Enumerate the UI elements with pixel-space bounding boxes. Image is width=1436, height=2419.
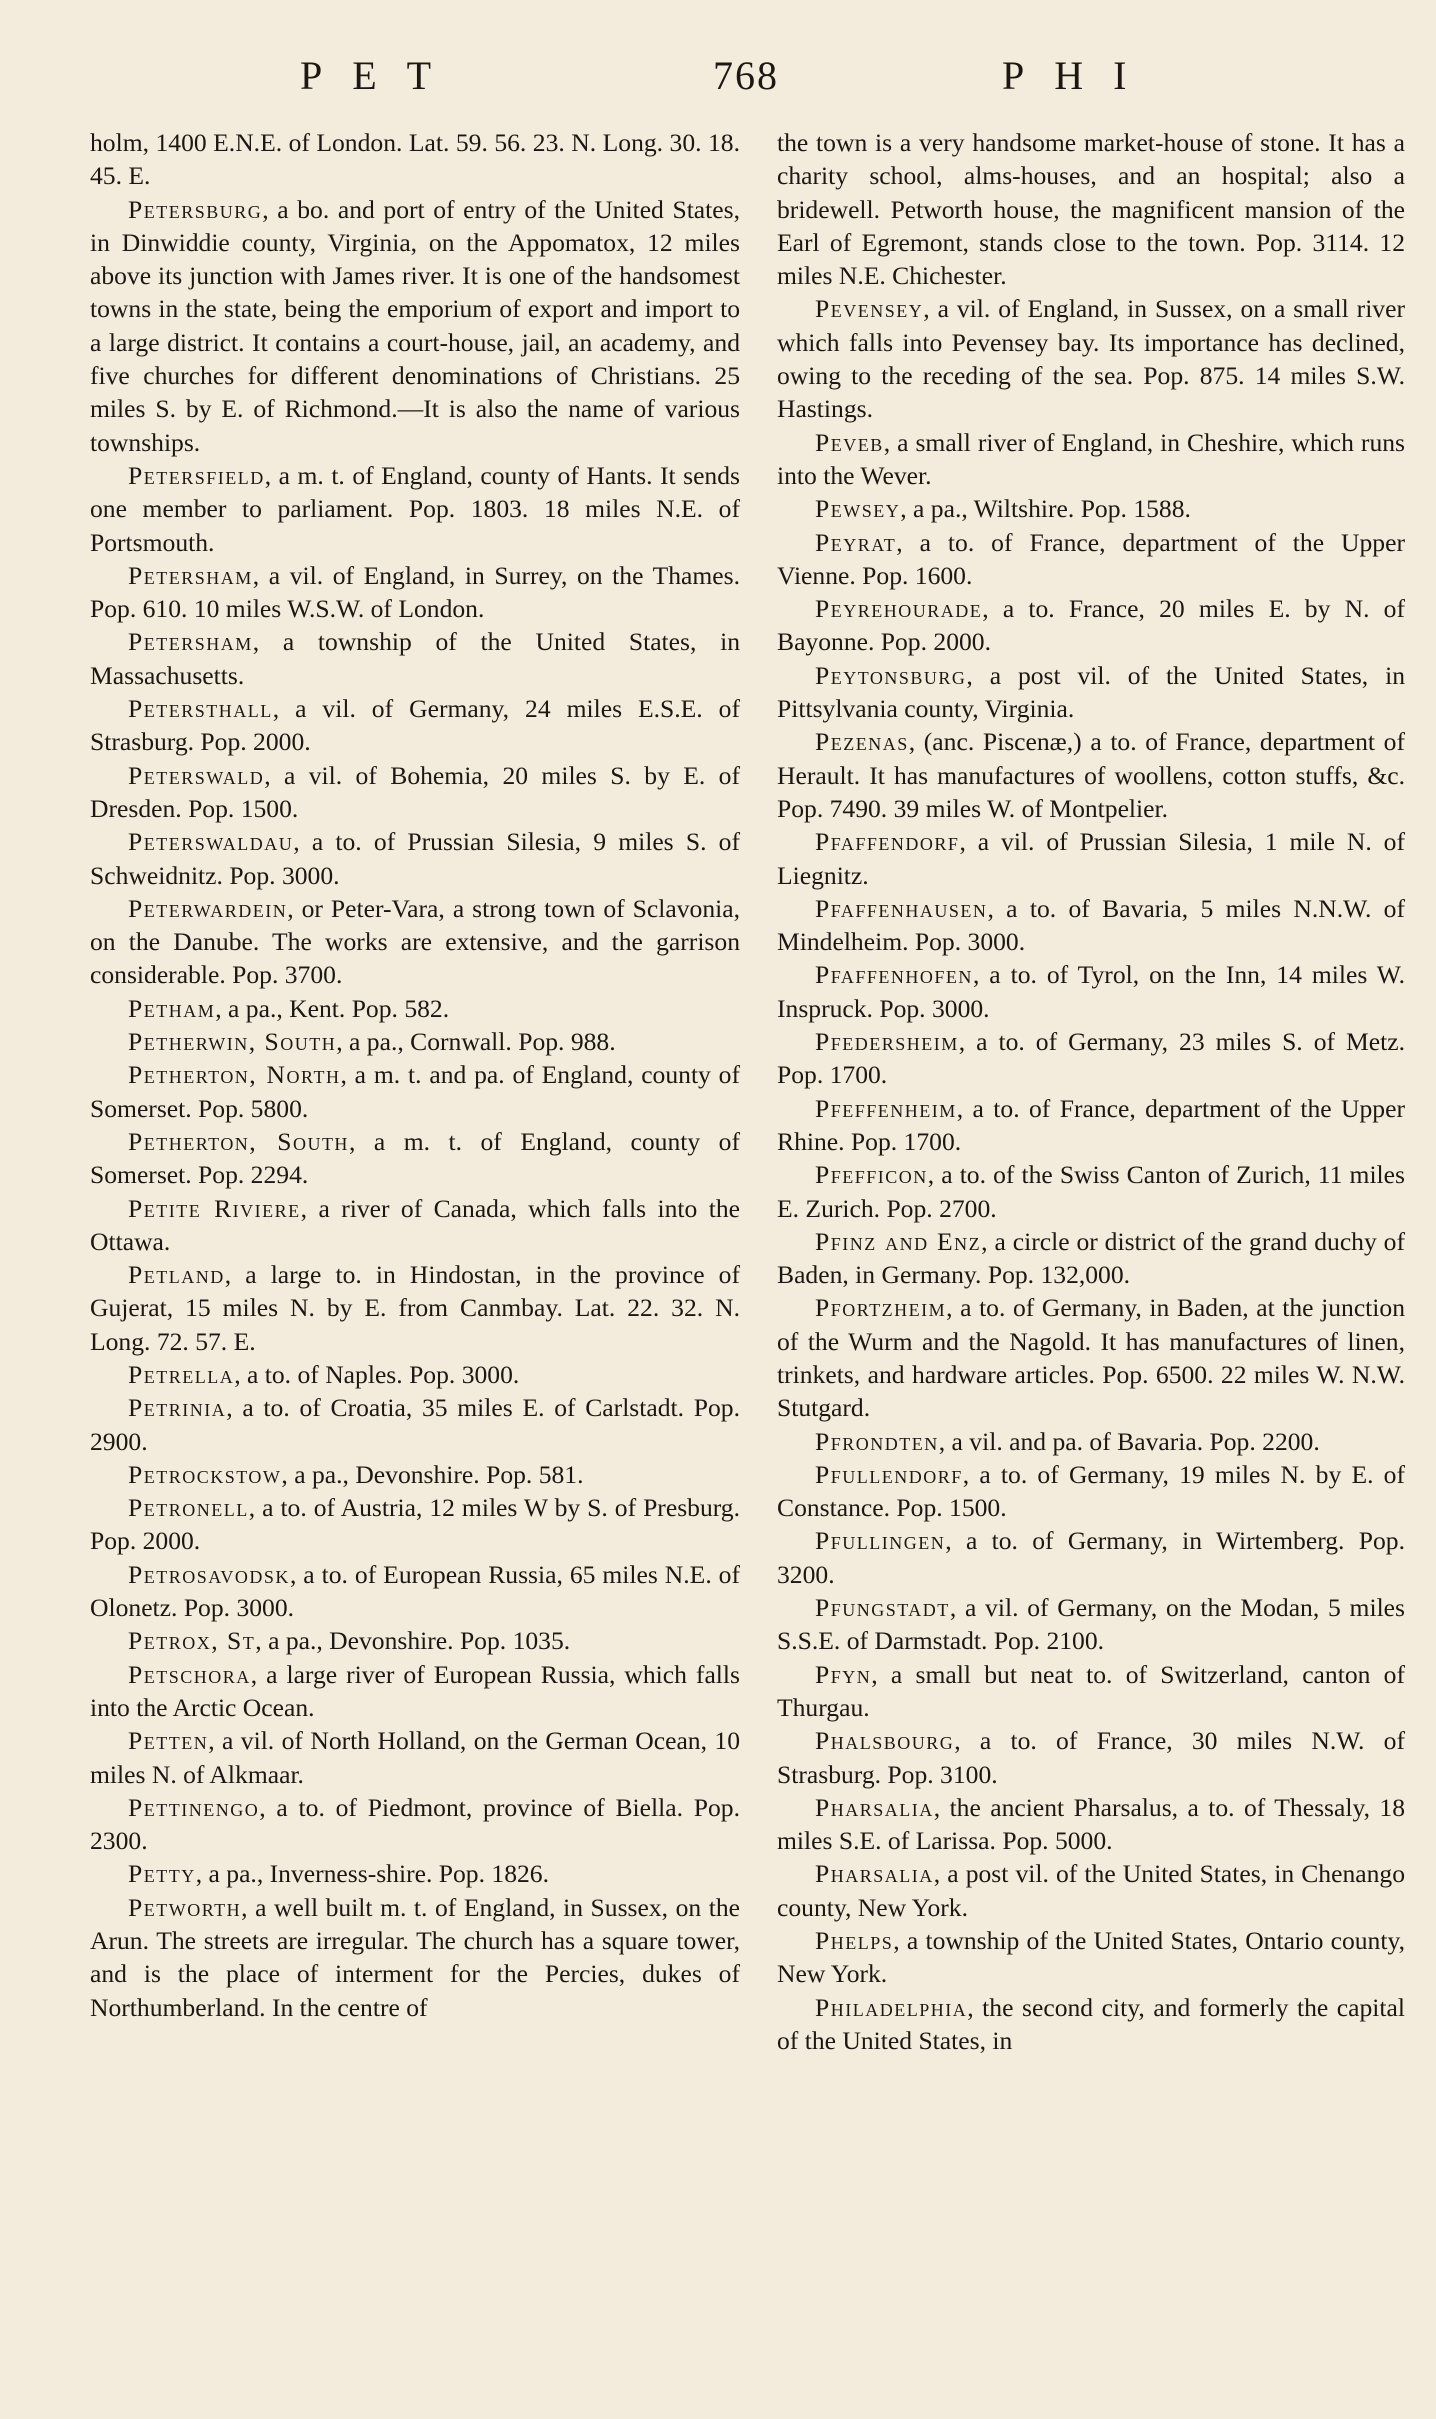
entry-text: , a to. of Germany, in Wirtemberg. Pop. 3200.: [777, 1526, 1405, 1589]
gazetteer-entry: [90, 559, 740, 626]
entry-text: , a township of the United States, in Massachusetts.: [90, 627, 740, 690]
entry-headword: Pewsey: [815, 494, 901, 524]
entry-text: , a to. of Croatia, 35 miles E. of Carlstadt. Pop. 2900.: [90, 1393, 740, 1456]
gazetteer-entry: [90, 1658, 740, 1725]
gazetteer-entry: [777, 1458, 1405, 1525]
entry-text: , a to. of Tyrol, on the Inn, 14 miles W. Inspruck. Pop. 3000.: [777, 960, 1405, 1023]
entry-text: , a m. t. of England, county of Somerset. Pop. 2294.: [90, 1126, 740, 1190]
entry-text: , a large river of European Russia, which falls into the Arctic Ocean.: [90, 1659, 740, 1722]
entry-text: , a vil. of North Holland, on the German Ocean, 10 miles N. of Alkmaar.: [90, 1726, 740, 1789]
entry-headword: Petherton, North: [128, 1060, 341, 1090]
entry-headword: Petersfield: [128, 460, 265, 490]
gazetteer-entry: [777, 1025, 1405, 1092]
entry-headword: Phelps: [815, 1926, 894, 1956]
entry-headword: Petworth: [128, 1892, 242, 1922]
entry-text: , a to. of the Swiss Canton of Zurich, 11 miles E. Zurich. Pop. 2700.: [777, 1160, 1405, 1223]
entry-text: , a to. of Germany, 23 miles S. of Metz. Pop. 1700.: [777, 1027, 1405, 1090]
gazetteer-entry: [777, 1524, 1405, 1591]
entry-headword: Peyrehourade: [815, 594, 983, 624]
entry-text: , a bo. and port of entry of the United States, in Dinwiddie county, Virginia, on the Appomatox, 12 miles above its junction with James river. It is one of the handsomest towns in the state, being the emporium of export and import to a large district. It contains a court-house, jail, an academy, and five churches for different denominations of Christians. 25 miles S. by E. of Richmond.—It is also the name of various townships.: [90, 194, 740, 457]
entry-headword: Petersthall: [128, 694, 273, 724]
gazetteer-entry: [777, 492, 1405, 525]
entry-headword: Peveb: [815, 427, 884, 457]
entry-text: , a pa., Cornwall. Pop. 988.: [336, 1027, 616, 1057]
gazetteer-entry: [90, 1724, 740, 1791]
entry-text: , a well built m. t. of England, in Sussex, on the Arun. The streets are irregular. The church has a square tower, and is the place of interment for the Percies, dukes of Northumberland. In the centre of: [90, 1892, 740, 2022]
entry-headword: Pfrondten: [815, 1426, 939, 1456]
gazetteer-entry: [777, 426, 1405, 493]
entry-headword: Pfullingen: [815, 1526, 946, 1556]
gazetteer-entry: [90, 692, 740, 759]
gazetteer-entry: [90, 1058, 740, 1125]
entry-text: , a large to. in Hindostan, in the province of Gujerat, 15 miles N. by E. from Canmbay. Lat. 22. 32. N. Long. 72. 57. E.: [90, 1260, 740, 1356]
gazetteer-entry: [777, 592, 1405, 659]
entry-text: , a vil. of Germany, on the Modan, 5 miles S.S.E. of Darmstadt. Pop. 2100.: [777, 1593, 1405, 1656]
entry-text: , a pa., Inverness-shire. Pop. 1826.: [195, 1859, 549, 1889]
entry-headword: Philadelphia: [815, 1992, 968, 2022]
entry-text: , a pa., Wiltshire. Pop. 1588.: [900, 494, 1191, 524]
entry-text: , a vil. of England, in Surrey, on the Thames. Pop. 610. 10 miles W.S.W. of London.: [90, 560, 740, 624]
entry-text: , a to. of France, department of the Upper Vienne. Pop. 1600.: [777, 527, 1405, 590]
entry-text: , a small but neat to. of Switzerland, canton of Thurgau.: [777, 1659, 1405, 1722]
gazetteer-entry: [90, 459, 740, 559]
entry-headword: Pettinengo: [128, 1792, 260, 1822]
gazetteer-entry: [90, 1458, 740, 1491]
entry-text: , a to. of Austria, 12 miles W by S. of Presburg. Pop. 2000.: [90, 1493, 740, 1556]
gazetteer-entry: [90, 1857, 740, 1890]
entry-text: , a to. of Prussian Silesia, 9 miles S. of Schweidnitz. Pop. 3000.: [90, 827, 740, 890]
gazetteer-entry: [90, 892, 740, 992]
entry-headword: Petronell: [128, 1493, 249, 1523]
entry-text: , a pa., Kent. Pop. 582.: [215, 993, 450, 1023]
entry-text: , a to. of Naples. Pop. 3000.: [234, 1359, 520, 1389]
entry-headword: Phalsbourg: [815, 1726, 955, 1756]
gazetteer-entry: [90, 625, 740, 692]
entry-text: , a circle or district of the grand duchy of Baden, in Germany. Pop. 132,000.: [777, 1226, 1405, 1290]
gazetteer-entry: [777, 958, 1405, 1025]
entry-text: , the ancient Pharsalus, a to. of Thessaly, 18 miles S.E. of Larissa. Pop. 5000.: [777, 1792, 1405, 1856]
entry-headword: Peterswaldau: [128, 827, 294, 857]
left-column: [90, 126, 740, 2024]
gazetteer-entry: [90, 1192, 740, 1259]
gazetteer-entry: [777, 892, 1405, 959]
entry-headword: Peterswald: [128, 760, 265, 790]
entry-text: , a pa., Devonshire. Pop. 581.: [281, 1459, 584, 1489]
entry-text: , a vil. and pa. of Bavaria. Pop. 2200.: [938, 1426, 1320, 1456]
entry-text: , a to. of Bavaria, 5 miles N.N.W. of Mindelheim. Pop. 3000.: [777, 893, 1405, 957]
entry-headword: Petrox, St: [128, 1626, 256, 1656]
gazetteer-entry: [90, 1391, 740, 1458]
entry-headword: Petham: [128, 993, 216, 1023]
entry-headword: Petrosavodsk: [128, 1559, 290, 1589]
entry-headword: Pfortzheim: [815, 1293, 947, 1323]
entry-headword: Peytonsburg: [815, 660, 967, 690]
entry-text: , the second city, and formerly the capital of the United States, in: [777, 1992, 1405, 2055]
entry-headword: Pharsalia: [815, 1792, 934, 1822]
gazetteer-entry: [90, 193, 740, 459]
entry-text: , a to. France, 20 miles E. by N. of Bayonne. Pop. 2000.: [777, 594, 1405, 657]
header-right-guide: PHI: [1002, 53, 1157, 98]
gazetteer-entry: [777, 1924, 1405, 1991]
entry-headword: Pfaffenhofen: [815, 960, 973, 990]
gazetteer-entry: [90, 1358, 740, 1391]
entry-headword: Peterwardein: [128, 893, 288, 923]
entry-headword: Petherwin, South: [128, 1027, 337, 1057]
page-header: [0, 52, 1436, 108]
entry-text: , a vil. of Prussian Silesia, 1 mile N. of Liegnitz.: [777, 827, 1405, 890]
entry-headword: Petland: [128, 1260, 225, 1290]
entry-headword: Pevensey: [815, 294, 924, 324]
entry-text: , a to. of Germany, 19 miles N. by E. of Constance. Pop. 1500.: [777, 1459, 1405, 1523]
entry-headword: Pfefficon: [815, 1160, 928, 1190]
entry-headword: Pfaffenhausen: [815, 893, 988, 923]
gazetteer-entry: [90, 825, 740, 892]
entry-text: , a vil. of Germany, 24 miles E.S.E. of Strasburg. Pop. 2000.: [90, 694, 740, 757]
entry-headword: Petite Riviere: [128, 1193, 301, 1223]
gazetteer-entry: [777, 1291, 1405, 1424]
gazetteer-entry: [777, 659, 1405, 726]
entry-text: , a m. t. and pa. of England, county of Somerset. Pop. 5800.: [90, 1060, 741, 1123]
gazetteer-entry: [777, 1791, 1405, 1858]
entry-headword: Petty: [128, 1859, 196, 1889]
entry-text: , a pa., Devonshire. Pop. 1035.: [255, 1626, 571, 1656]
gazetteer-entry: [777, 1092, 1405, 1159]
entry-headword: Petersham: [128, 560, 253, 590]
gazetteer-entry: [777, 825, 1405, 892]
entry-headword: Petherton, South: [128, 1126, 349, 1156]
entry-text: , a to. of Germany, in Baden, at the junction of the Wurm and the Nagold. It has manufactures of linen, trinkets, and hardware articles. Pop. 6500. 22 miles W. N.W. Stutgard.: [777, 1293, 1405, 1423]
gazetteer-entry: [90, 1258, 740, 1358]
entry-headword: Pfyn: [815, 1659, 872, 1689]
entry-text: holm, 1400 E.N.E. of London. Lat. 59. 56. 23. N. Long. 30. 18. 45. E.: [90, 128, 740, 191]
gazetteer-entry: [777, 1425, 1405, 1458]
entry-text: , a post vil. of the United States, in Chenango county, New York.: [777, 1859, 1405, 1922]
entry-text: , or Peter-Vara, a strong town of Sclavonia, on the Danube. The works are extensive, and the garrison considerable. Pop. 3700.: [90, 893, 740, 990]
gazetteer-entry: [90, 1025, 740, 1058]
entry-headword: Petrella: [128, 1359, 235, 1389]
right-column: [777, 126, 1405, 2057]
entry-headword: Pfaffendorf: [815, 827, 960, 857]
entry-headword: Pfeffenheim: [815, 1093, 957, 1123]
entry-text: , a m. t. of England, county of Hants. It sends one member to parliament. Pop. 1803. 18 miles N.E. of Portsmouth.: [90, 460, 740, 557]
entry-text: , a small river of England, in Cheshire, which runs into the Wever.: [777, 427, 1405, 490]
entry-text: , a township of the United States, Ontario county, New York.: [777, 1926, 1405, 1989]
gazetteer-entry: [90, 992, 740, 1025]
gazetteer-entry: [90, 1125, 740, 1192]
gazetteer-entry: [777, 1724, 1405, 1791]
gazetteer-entry: [777, 1658, 1405, 1725]
gazetteer-entry: [90, 1891, 740, 2024]
gazetteer-entry: [777, 725, 1405, 825]
entry-headword: Pfedersheim: [815, 1027, 959, 1057]
entry-headword: Pezenas: [815, 727, 909, 757]
entry-text: , a to. of European Russia, 65 miles N.E. of Olonetz. Pop. 3000.: [90, 1559, 740, 1623]
gazetteer-entry: [777, 1991, 1405, 2058]
gazetteer-entry: [90, 1624, 740, 1657]
header-left-guide: PET: [300, 53, 462, 98]
gazetteer-entry: [90, 759, 740, 826]
gazetteer-entry: [90, 126, 740, 193]
entry-headword: Petrinia: [128, 1393, 227, 1423]
page-number: 768: [713, 53, 779, 98]
gazetteer-entry: [777, 526, 1405, 593]
entry-text: , a post vil. of the United States, in Pittsylvania county, Virginia.: [777, 660, 1405, 724]
entry-text: , a vil. of Bohemia, 20 miles S. by E. of Dresden. Pop. 1500.: [90, 760, 740, 823]
gazetteer-entry: [777, 1591, 1405, 1658]
gazetteer-entry: [90, 1791, 740, 1858]
entry-headword: Petersham: [128, 627, 253, 657]
gazetteer-entry: [90, 1558, 740, 1625]
gazetteer-entry: [777, 292, 1405, 425]
entry-headword: Pfinz and Enz: [815, 1226, 982, 1256]
gazetteer-entry: [90, 1491, 740, 1558]
gazetteer-entry: [777, 1158, 1405, 1225]
entry-text: , a to. of Piedmont, province of Biella. Pop. 2300.: [90, 1792, 740, 1856]
entry-text: , a to. of France, department of the Upper Rhine. Pop. 1700.: [777, 1093, 1405, 1156]
entry-headword: Petrockstow: [128, 1459, 282, 1489]
gazetteer-entry: [777, 1225, 1405, 1292]
entry-headword: Petschora: [128, 1659, 251, 1689]
entry-headword: Peyrat: [815, 527, 897, 557]
gazetteer-entry: [777, 126, 1405, 292]
entry-headword: Petersburg: [128, 194, 263, 224]
entry-text: the town is a very handsome market-house of stone. It has a charity school, alms-houses, and an hospital; also a bridewell. Petworth house, the magnificent mansion of the Earl of Egremont, stands close to the town. Pop. 3114. 12 miles N.E. Chichester.: [777, 128, 1405, 291]
gazetteer-entry: [777, 1857, 1405, 1924]
entry-headword: Petten: [128, 1726, 209, 1756]
entry-text: , a to. of France, 30 miles N.W. of Strasburg. Pop. 3100.: [777, 1726, 1405, 1789]
entry-text: , (anc. Piscenæ,) a to. of France, department of Herault. It has manufactures of woollens, cotton stuffs, &c. Pop. 7490. 39 miles W. of Montpelier.: [777, 727, 1405, 823]
entry-text: , a river of Canada, which falls into the Ottawa.: [90, 1193, 740, 1256]
entry-headword: Pfungstadt: [815, 1593, 950, 1623]
entry-text: , a vil. of England, in Sussex, on a small river which falls into Pevensey bay. Its importance has declined, owing to the receding of the sea. Pop. 875. 14 miles S.W. Hastings.: [777, 294, 1405, 424]
entry-headword: Pharsalia: [815, 1859, 934, 1889]
entry-headword: Pfullendorf: [815, 1459, 963, 1489]
